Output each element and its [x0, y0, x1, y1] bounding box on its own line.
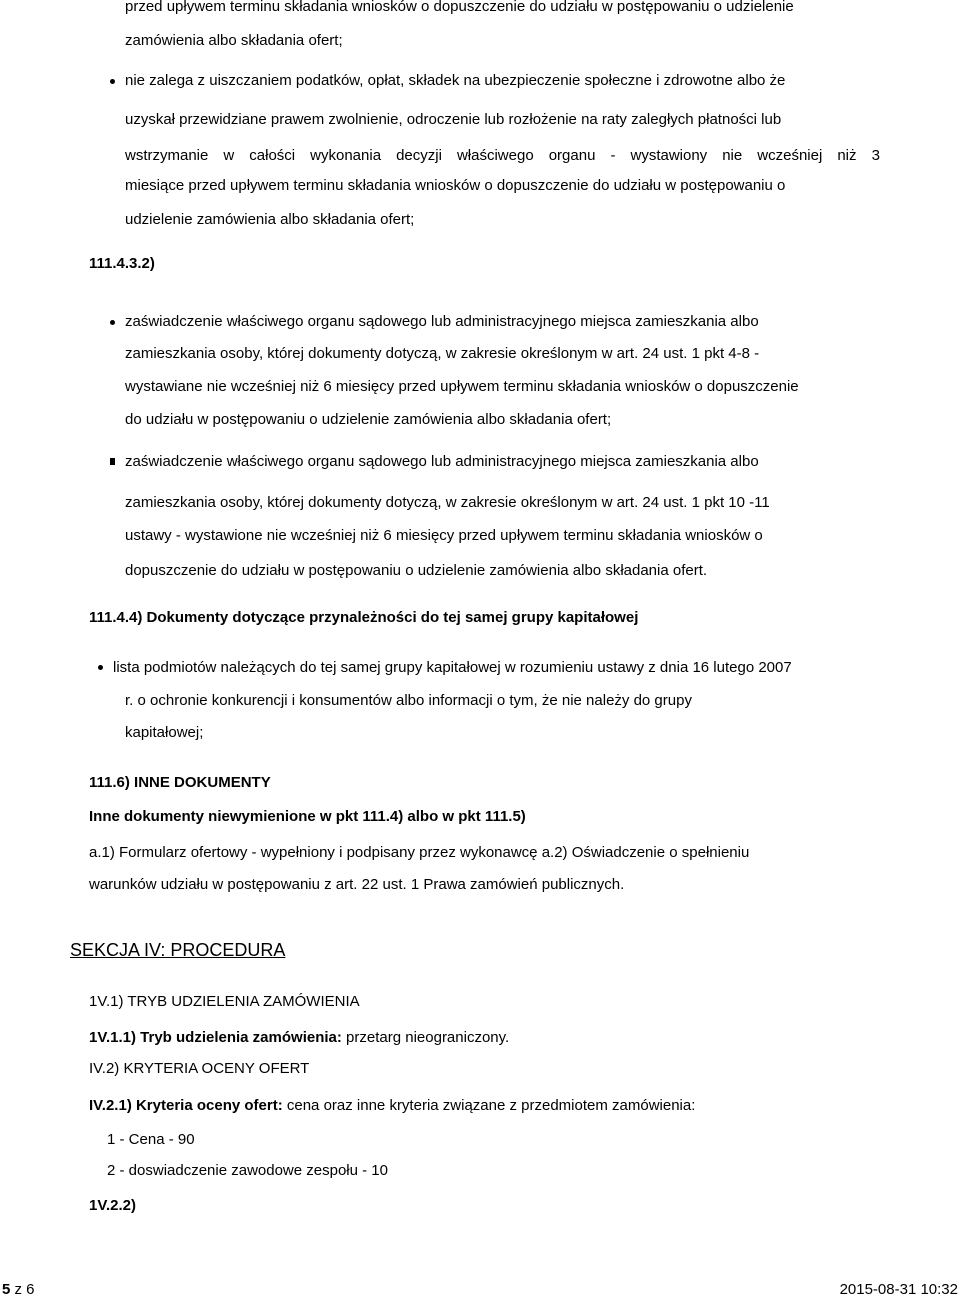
text-line: do udziału w postępowaniu o udzielenie zamówienia albo składania ofert;	[125, 411, 612, 428]
text-line: wystawiane nie wcześniej niż 6 miesięcy przed upływem terminu składania wniosków o dopuszczenie	[125, 378, 799, 395]
word: w	[223, 147, 235, 164]
text-line	[89, 1029, 509, 1047]
field-label: IV.2.1) Kryteria oceny ofert:	[89, 1097, 283, 1114]
text-line: kapitałowej;	[125, 724, 204, 741]
subheading: Inne dokumenty niewymienione w pkt 111.4) albo w pkt 111.5)	[89, 808, 526, 825]
current-page: 5	[2, 1281, 11, 1298]
page-counter	[2, 1281, 35, 1299]
word: nie	[722, 147, 743, 164]
criterion-item: 1 - Cena - 90	[107, 1131, 195, 1148]
word: właściwego	[456, 147, 534, 164]
bullet-dot-icon	[98, 665, 103, 670]
text-line: r. o ochronie konkurencji i konsumentów albo informacji o tym, że nie należy do grupy	[125, 692, 692, 709]
section-heading: 1V.1) TRYB UDZIELENIA ZAMÓWIENIA	[89, 993, 360, 1010]
bullet-dot-icon	[110, 320, 115, 325]
section-heading: 111.4.3.2)	[89, 255, 155, 272]
word: 3	[871, 147, 880, 164]
word: całości	[249, 147, 296, 164]
word: organu	[548, 147, 596, 164]
section-heading: 1V.2.2)	[89, 1197, 136, 1214]
text-line: zaświadczenie właściwego organu sądowego lub administracyjnego miejsca zamieszkania albo	[125, 453, 759, 470]
text-line: zamówienia albo składania ofert;	[125, 32, 343, 49]
total-pages: z 6	[10, 1281, 35, 1298]
word: wystawiony	[630, 147, 708, 164]
text-line: miesiące przed upływem terminu składania wniosków o dopuszczenie do udziału w postępowaniu o	[125, 177, 786, 194]
text-line: a.1) Formularz ofertowy - wypełniony i podpisany przez wykonawcę a.2) Oświadczenie o spełnieniu	[89, 844, 750, 861]
word: niż	[837, 147, 857, 164]
text-line: zaświadczenie właściwego organu sądowego lub administracyjnego miejsca zamieszkania albo	[125, 313, 759, 330]
field-value: przetarg nieograniczony.	[341, 1029, 510, 1046]
text-line: lista podmiotów należących do tej samej grupy kapitałowej w rozumieniu ustawy z dnia 16 lutego 2007	[113, 659, 792, 676]
text-line: udzielenie zamówienia albo składania ofert;	[125, 211, 415, 228]
field-value: cena oraz inne kryteria związane z przedmiotem zamówienia:	[282, 1097, 696, 1114]
text-line	[89, 1097, 695, 1115]
word: wykonania	[310, 147, 382, 164]
text-line: ustawy - wystawione nie wcześniej niż 6 miesięcy przed upływem terminu składania wniosków o	[125, 527, 763, 544]
section-heading: 111.4.4) Dokumenty dotyczące przynależności do tej samej grupy kapitałowej	[89, 609, 639, 626]
text-line: przed upływem terminu składania wniosków o dopuszczenie do udziału w postępowaniu o udzielenie	[125, 0, 794, 15]
bullet-square-icon	[110, 458, 115, 465]
section-heading: 111.6) INNE DOKUMENTY	[89, 774, 271, 791]
section-heading: IV.2) KRYTERIA OCENY OFERT	[89, 1060, 310, 1077]
word: -	[610, 147, 616, 164]
text-line: zamieszkania osoby, której dokumenty dotyczą, w zakresie określonym w art. 24 ust. 1 pkt 4-8 -	[125, 345, 760, 362]
text-line: warunków udziału w postępowaniu z art. 22 ust. 1 Prawa zamówień publicznych.	[89, 876, 625, 893]
criterion-item: 2 - doswiadczenie zawodowe zespołu - 10	[107, 1162, 388, 1179]
text-line: nie zalega z uiszczaniem podatków, opłat, składek na ubezpieczenie społeczne i zdrowotne albo że	[125, 72, 786, 89]
section-title: SEKCJA IV: PROCEDURA	[70, 940, 286, 960]
text-line: dopuszczenie do udziału w postępowaniu o udzielenie zamówienia albo składania ofert.	[125, 562, 708, 579]
word: wstrzymanie	[125, 147, 209, 164]
text-line: uzyskał przewidziane prawem zwolnienie, odroczenie lub rozłożenie na raty zaległych płatności lub	[125, 111, 782, 128]
text-line	[125, 147, 880, 165]
field-label: 1V.1.1) Tryb udzielenia zamówienia:	[89, 1029, 342, 1046]
word: wcześniej	[757, 147, 823, 164]
text-line: zamieszkania osoby, której dokumenty dotyczą, w zakresie określonym w art. 24 ust. 1 pkt 10 -11	[125, 494, 770, 511]
bullet-dot-icon	[110, 79, 115, 84]
print-timestamp: 2015-08-31 10:32	[839, 1281, 958, 1298]
word: decyzji	[396, 147, 442, 164]
